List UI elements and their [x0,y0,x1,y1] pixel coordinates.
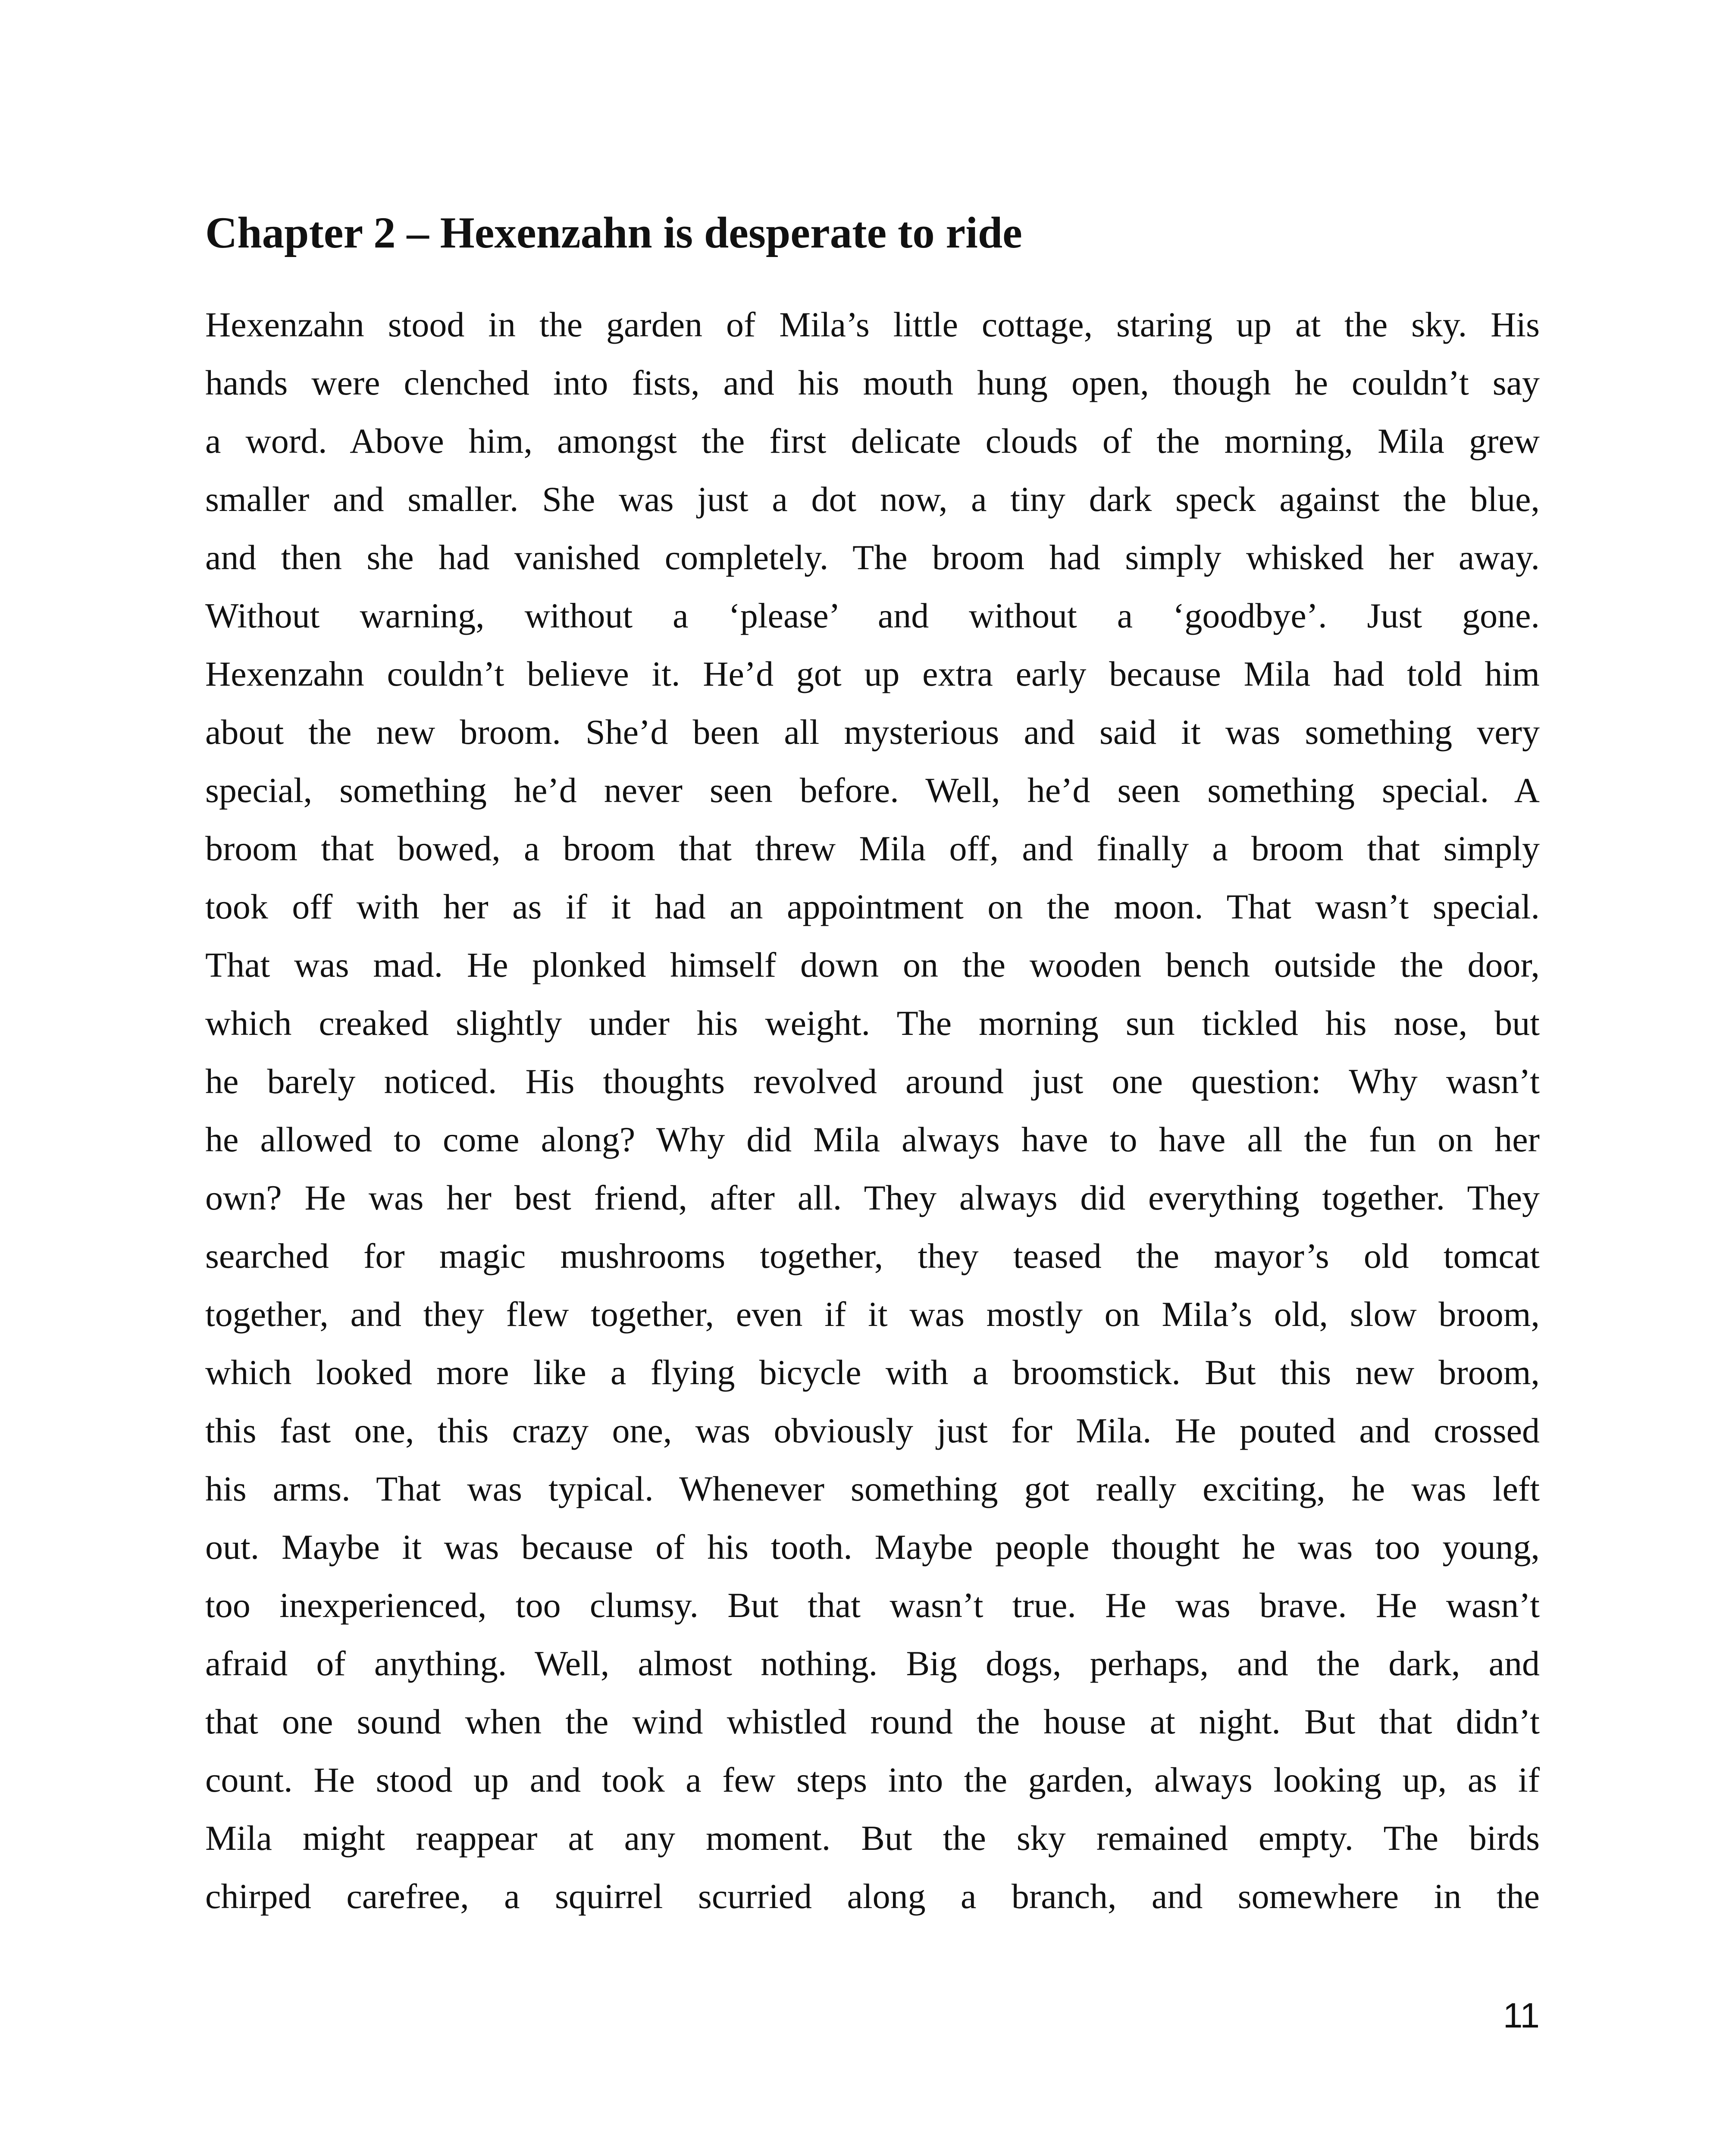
text-line: that one sound when the wind whistled round the house at night. But that didn’t [205,1702,1540,1741]
text-line: this fast one, this crazy one, was obviously just for Mila. He pouted and crossed [205,1411,1540,1450]
text-line: and then she had vanished completely. The broom had simply whisked her away. [205,538,1540,577]
text-line: That was mad. He plonked himself down on the wooden bench outside the door, [205,945,1540,984]
text-line: he allowed to come along? Why did Mila always have to have all the fun on her [205,1120,1540,1159]
text-line: hands were clenched into fists, and his mouth hung open, though he couldn’t say [205,363,1540,402]
text-line: own? He was her best friend, after all. They always did everything together. They [205,1178,1540,1217]
text-line: smaller and smaller. She was just a dot now, a tiny dark speck against the blue, [205,479,1540,519]
text-line: his arms. That was typical. Whenever something got really exciting, he was left [205,1469,1540,1508]
text-line: special, something he’d never seen before. Well, he’d seen something special. A [205,771,1540,810]
text-line: broom that bowed, a broom that threw Mila off, and finally a broom that simply [205,829,1540,868]
text-line: Hexenzahn couldn’t believe it. He’d got up extra early because Mila had told him [205,654,1540,693]
text-line: together, and they flew together, even if it was mostly on Mila’s old, slow broom, [205,1294,1540,1334]
text-line: chirped carefree, a squirrel scurried along a branch, and somewhere in the [205,1877,1540,1916]
text-line: out. Maybe it was because of his tooth. Maybe people thought he was too young, [205,1527,1540,1567]
text-line: Hexenzahn stood in the garden of Mila’s little cottage, staring up at the sky. His [205,305,1540,344]
chapter-title: Chapter 2 – Hexenzahn is desperate to ride [205,208,1022,257]
text-line: a word. Above him, amongst the first delicate clouds of the morning, Mila grew [205,421,1540,461]
text-line: too inexperienced, too clumsy. But that wasn’t true. He was brave. He wasn’t [205,1586,1540,1625]
text-line: afraid of anything. Well, almost nothing. Big dogs, perhaps, and the dark, and [205,1644,1540,1683]
text-line: count. He stood up and took a few steps into the garden, always looking up, as if [205,1760,1540,1799]
text-line: searched for magic mushrooms together, they teased the mayor’s old tomcat [205,1236,1540,1275]
text-line: he barely noticed. His thoughts revolved around just one question: Why wasn’t [205,1062,1540,1101]
text-line: took off with her as if it had an appointment on the moon. That wasn’t special. [205,887,1540,926]
text-line: which looked more like a flying bicycle with a broomstick. But this new broom, [205,1353,1540,1392]
text-line: which creaked slightly under his weight. The morning sun tickled his nose, but [205,1003,1540,1043]
body-paragraph [205,295,1540,1925]
page-number: 11 [1503,1996,1540,2035]
text-line: Mila might reappear at any moment. But the sky remained empty. The birds [205,1818,1540,1858]
text-line: about the new broom. She’d been all mysterious and said it was something very [205,712,1540,752]
text-line: Without warning, without a ‘please’ and without a ‘goodbye’. Just gone. [205,596,1540,635]
